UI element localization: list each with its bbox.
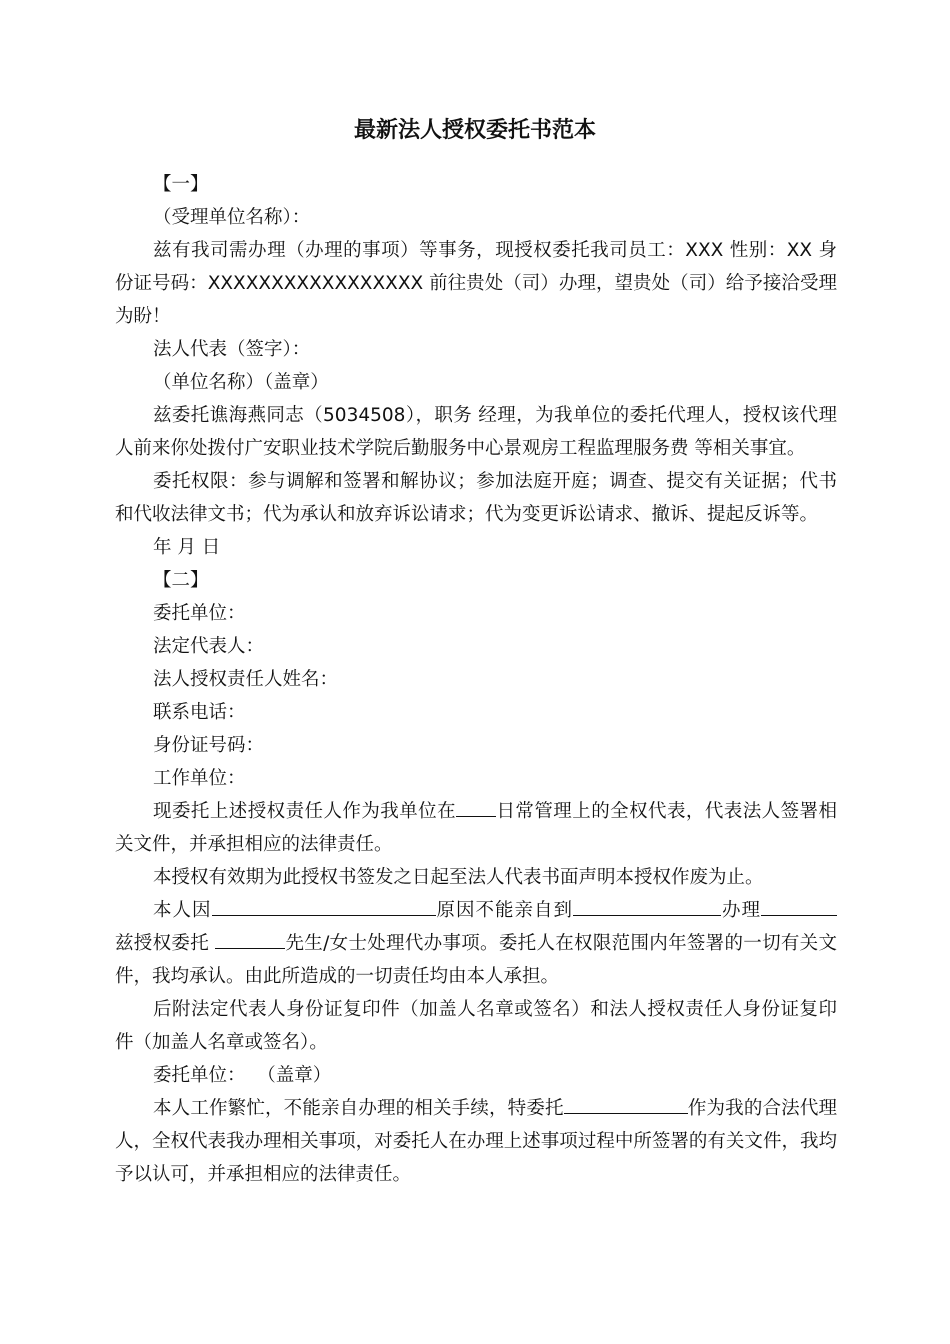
fill-in-blank: [456, 796, 496, 817]
section2-heading: 【二】: [153, 570, 209, 591]
document-body: [115, 168, 837, 1191]
personal-delegation-paragraph: [115, 894, 837, 993]
scope-paragraph: 委托权限：参与调解和签署和解协议；参加法庭开庭；调查、提交有关证据；代书和代收法律文书；代为承认和放弃诉讼请求；代为变更诉讼请求、撤诉、提起反诉等。: [115, 471, 837, 525]
field-legal-representative: 法定代表人：: [153, 636, 265, 657]
text-segment: 兹授权委托: [115, 933, 210, 954]
text-segment: 原因不能亲自到: [435, 900, 573, 921]
legal-rep-signature-line: 法人代表（签字）：: [153, 339, 311, 360]
text-segment: 本人因: [153, 900, 212, 921]
attachment-paragraph: 后附法定代表人身份证复印件（加盖人名章或签名）和法人授权责任人身份证复印件（加盖人名章或签名）。: [115, 999, 837, 1053]
section1-heading: 【一】: [153, 174, 209, 195]
fill-in-blank: [573, 895, 721, 916]
text-segment: 办理: [720, 900, 761, 921]
date-line: 年 月 日: [153, 537, 221, 558]
fill-in-blank: [829, 895, 837, 916]
fill-in-blank: [564, 1093, 688, 1114]
text-segment: 现委托上述授权责任人作为我单位在: [153, 801, 457, 822]
delegation-paragraph: 兹委托谯海燕同志（5034508），职务 经理，为我单位的委托代理人，授权该代理人前来你处拨付广安职业技术学院后勤服务中心景观房工程监理服务费 等相关事宜。: [115, 405, 837, 459]
entrusting-unit-seal-line: 委托单位： （盖章）: [153, 1065, 332, 1086]
text-segment: 作为我的合法代理人，全权代表我办理相关事项，对委托人在办理上述事项过程中所签署的有关文件，我均予以认可，并承担相应的法律责任。: [115, 1098, 837, 1185]
fill-in-blank: [761, 895, 829, 916]
fill-in-blank: [212, 895, 436, 916]
document-title: 最新法人授权委托书范本: [353, 118, 596, 143]
busy-delegation-paragraph: [115, 1092, 837, 1191]
fill-in-blank: [215, 928, 285, 949]
validity-paragraph: 本授权有效期为此授权书签发之日起至法人代表书面声明本授权作废为止。: [153, 867, 764, 888]
text-segment: 先生/女士处理代办事项。委托人在权限范围内年签署的一切有关文件，我均承认。由此所造成的一切责任均由本人承担。: [115, 933, 837, 987]
text-segment: 日常管理上的全权代表，代表法人签署相关文件，并承担相应的法律责任。: [115, 801, 837, 855]
addressee-line: （受理单位名称）：: [153, 207, 311, 228]
full-authority-paragraph: [115, 795, 837, 861]
unit-seal-line: （单位名称）（盖章）: [153, 372, 329, 393]
field-authorized-person: 法人授权责任人姓名：: [153, 669, 339, 690]
authorization-paragraph: 兹有我司需办理（办理的事项）等事务，现授权委托我司员工：XXX 性别：XX 身份证号码：XXXXXXXXXXXXXXXXX 前往贵处（司）办理，望贵处（司）给予接洽受理为盼！: [115, 240, 837, 327]
field-phone: 联系电话：: [153, 702, 246, 723]
field-id-number: 身份证号码：: [153, 735, 265, 756]
field-work-unit: 工作单位：: [153, 768, 246, 789]
field-entrusting-unit: 委托单位：: [153, 603, 246, 624]
text-segment: 本人工作繁忙，不能亲自办理的相关手续，特委托: [153, 1098, 564, 1119]
